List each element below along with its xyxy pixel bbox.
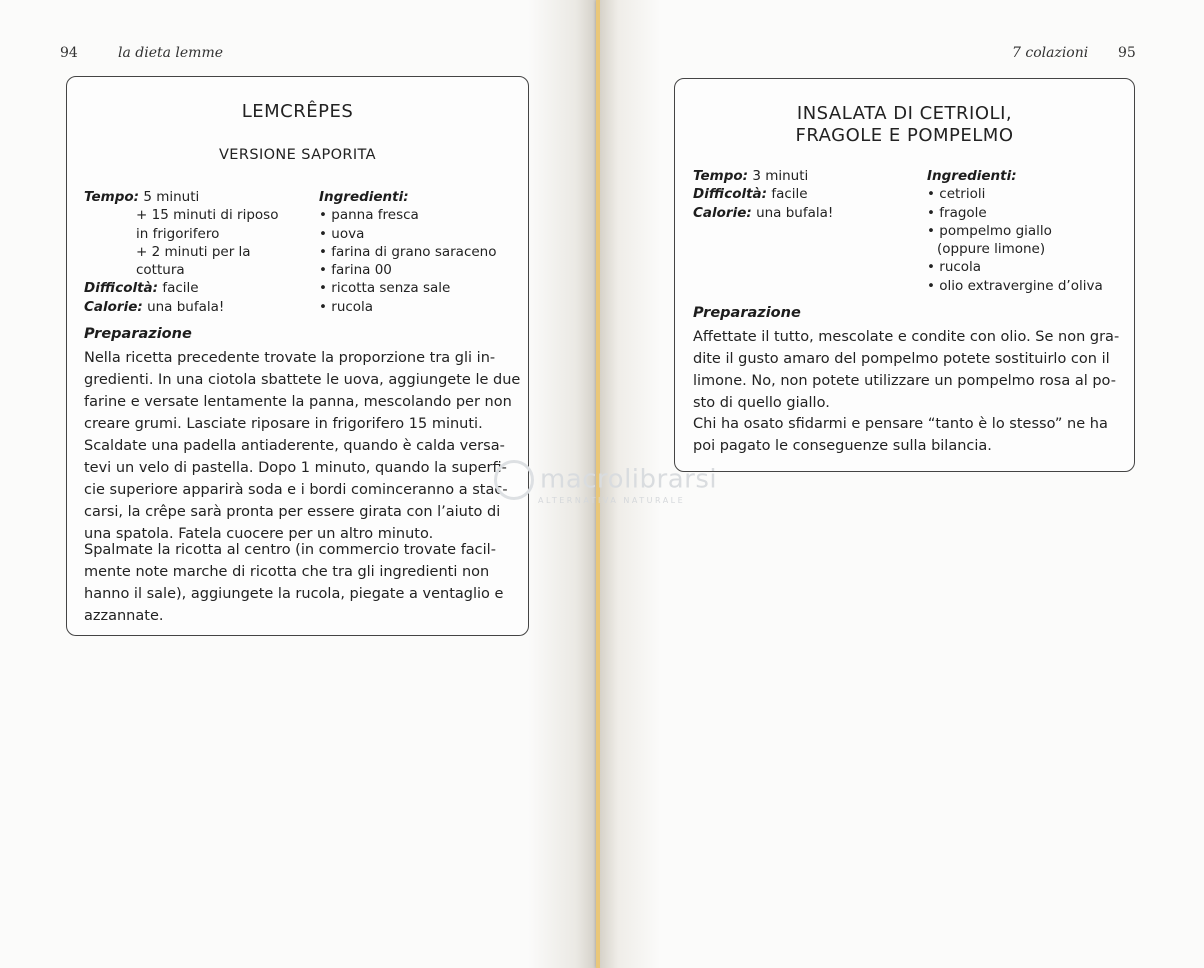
recipe-subtitle: VERSIONE SAPORITA [218, 147, 377, 163]
left-running-title: la dieta lemme [118, 45, 224, 61]
recipe-title: INSALATA DI CETRIOLI, FRAGOLE E POMPELMO [795, 103, 1014, 146]
preparation-paragraph-3: Spalmate la ricotta al centro (in commercio trovate facil- mente note marche di ricotta che tra gli ingredienti non hanno il sale), aggiungete la rucola, piegate a ventaglio e azzannate. [84, 542, 504, 624]
right-page-number: 95 [1118, 45, 1136, 61]
recipe-title: LEMCRÊPES [241, 101, 354, 122]
preparation-paragraph-2: Scaldate una padella antiaderente, quando è calda versa- tevi un velo di pastella. Dopo 1 minuto, quando la superfi- cie superiore apparirà soda e i bordi cominceranno a stac- carsi, la crêpe sarà pronta per essere girata con l’aiuto di una spatola. Fatela cuocere per un altro minuto. [84, 438, 508, 542]
ingredients-list [319, 188, 497, 316]
preparation-paragraph-1: Nella ricetta precedente trovate la proporzione tra gli in- gredienti. In una ciotola sbattete le uova, aggiungete le due farine e versate lentamente la panna, mescolando per non creare grumi. Lasciate riposare in frigorifero 15 minuti. [84, 350, 521, 432]
tempo-line: + 2 minuti per la [136, 243, 251, 260]
watermark-logo-icon [494, 460, 534, 500]
left-page-number: 94 [60, 45, 78, 61]
ingredient-item: • rucola [927, 258, 1103, 276]
ingredient-item: • cetrioli [927, 185, 1103, 203]
calorie-line: Calorie: una bufala! [693, 204, 834, 221]
calorie-line: Calorie: una bufala! [84, 298, 225, 315]
watermark: macrolibrarsi ALTERNATIVA NATURALE [494, 460, 717, 505]
difficolta-line: Difficoltà: facile [84, 280, 199, 297]
ingredient-note: (oppure limone) [937, 241, 1046, 258]
tempo-line: Tempo: 3 minuti [693, 168, 809, 184]
recipe-meta [693, 167, 833, 222]
tempo-line: + 15 minuti di riposo [136, 207, 279, 224]
tempo-line: cottura [136, 262, 185, 279]
ingredients-label: Ingredienti: [319, 189, 409, 205]
recipe-box-lemcrepes [66, 76, 529, 636]
tempo-line: Tempo: 5 minuti [84, 189, 200, 205]
ingredient-item: • pompelmo giallo (oppure limone) [927, 222, 1103, 259]
ingredients-list [927, 167, 1103, 295]
ingredient-item: • farina 00 [319, 261, 497, 279]
preparation-heading: Preparazione [84, 326, 192, 342]
preparation-heading: Preparazione [693, 305, 801, 321]
right-running-title: 7 colazioni [1012, 45, 1089, 61]
recipe-box-insalata [674, 78, 1135, 472]
ingredient-item: • olio extravergine d’oliva [927, 277, 1103, 295]
difficolta-line: Difficoltà: facile [693, 186, 808, 203]
preparation-paragraph-1: Affettate il tutto, mescolate e condite con olio. Se non gra- dite il gusto amaro del pompelmo potete sostituirlo con il limone. No, non potete utilizzare un pompelmo rosa al po- sto di quello giallo. [693, 329, 1120, 411]
ingredient-item: • farina di grano saraceno [319, 243, 497, 261]
ingredient-item: • panna fresca [319, 206, 497, 224]
recipe-meta [84, 188, 278, 316]
ingredient-item: • rucola [319, 298, 497, 316]
ingredients-label: Ingredienti: [927, 168, 1017, 184]
ingredient-item: • fragole [927, 204, 1103, 222]
tempo-line: in frigorifero [136, 225, 220, 242]
preparation-paragraph-2: Chi ha osato sfidarmi e pensare “tanto è lo stesso” ne ha poi pagato le conseguenze sulla bilancia. [693, 416, 1108, 454]
ingredient-item: • ricotta senza sale [319, 279, 497, 297]
ingredient-item: • uova [319, 225, 497, 243]
